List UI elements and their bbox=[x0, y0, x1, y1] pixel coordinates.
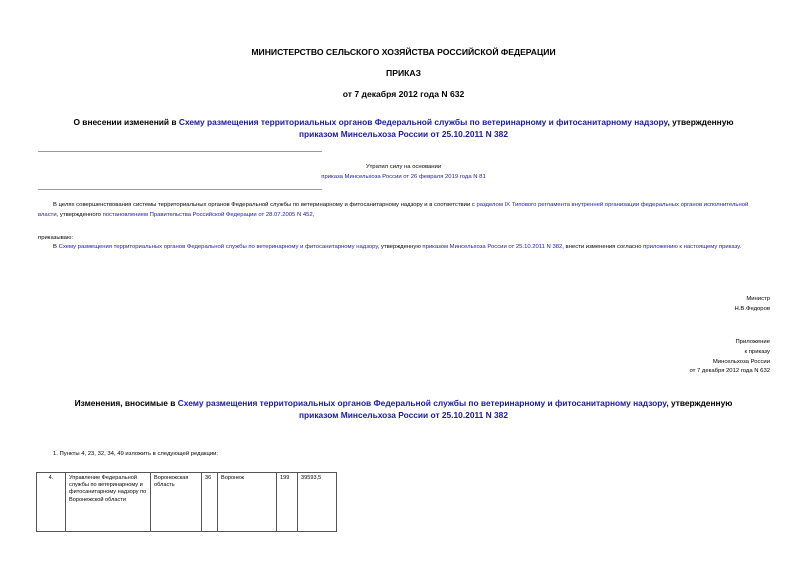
order-paragraph bbox=[38, 243, 770, 253]
changes-table bbox=[36, 472, 337, 532]
cell-staff: 199 bbox=[277, 473, 298, 532]
doc-type-heading: ПРИКАЗ bbox=[386, 68, 421, 78]
ministry-heading: МИНИСТЕРСТВО СЕЛЬСКОГО ХОЗЯЙСТВА РОССИЙСКОЙ ФЕДЕРАЦИИ bbox=[251, 47, 556, 57]
title-middle: , утвержденную bbox=[667, 117, 734, 127]
cell-fund: 39593,5 bbox=[298, 473, 337, 532]
appendix-block bbox=[500, 338, 770, 377]
title-order-link[interactable]: приказом Минсельхоза России от 25.10.2011 N 382 bbox=[299, 128, 508, 139]
preamble-text: В целях совершенствования системы территориальных органов Федеральной службы по ветеринарному и фитосанитарному надзору и в соответствии с bbox=[53, 202, 477, 208]
preamble-text-2: , утвержденного bbox=[56, 211, 103, 218]
appendix-line: от 7 декабря 2012 года N 632 bbox=[689, 368, 770, 375]
signature-block bbox=[500, 295, 770, 315]
preamble-regulation-link[interactable]: разделом IX Типового регламента внутренней организации федеральных органов исполнительной власти bbox=[38, 202, 749, 218]
status-repeal-link[interactable]: приказа Минсельхоза России от 26 февраля 2019 года N 81 bbox=[321, 174, 486, 180]
item-1-text: 1. Пункты 4, 23, 32, 34, 49 изложить в следующей редакции: bbox=[53, 451, 219, 457]
cell-code: 36 bbox=[202, 473, 218, 532]
changes-title-middle: , утвержденную bbox=[666, 398, 733, 408]
changes-order-link[interactable]: приказом Минсельхоза России от 25.10.2011 N 382 bbox=[299, 409, 508, 420]
changes-title-prefix: Изменения, вносимые в bbox=[74, 398, 178, 408]
title-prefix: О внесении изменений в bbox=[73, 117, 179, 127]
order-appendix-link[interactable]: приложению к настоящему приказу bbox=[643, 244, 740, 250]
cell-city: Воронеж bbox=[218, 473, 277, 532]
order-label: приказываю: bbox=[38, 235, 74, 241]
preamble-text-3: , bbox=[312, 211, 315, 218]
cell-org: Управление Федеральной службы по ветеринарному и фитосанитарному надзору по Воронежской области bbox=[66, 473, 151, 532]
preamble-paragraph bbox=[38, 201, 770, 221]
title-scheme-link[interactable]: Схему размещения территориальных органов Федеральной службы по ветеринарному и фитосанитарному надзору bbox=[178, 117, 668, 127]
changes-title bbox=[30, 398, 777, 421]
order-text-4: . bbox=[739, 244, 742, 250]
cell-num: 4. bbox=[37, 473, 66, 532]
signature-position: Министр bbox=[746, 296, 770, 302]
appendix-line: к приказу bbox=[744, 348, 770, 355]
document-title bbox=[30, 117, 777, 140]
preamble-resolution-link[interactable]: постановлением Правительства Российской Федерации от 28.07.2005 N 452 bbox=[102, 211, 313, 218]
changes-scheme-link[interactable]: Схему размещения территориальных органов Федеральной службы по ветеринарному и фитосанитарному надзору bbox=[177, 398, 667, 408]
status-line: Утратил силу на основании bbox=[365, 164, 442, 170]
order-text-3: , внести изменения согласно bbox=[562, 244, 644, 250]
order-base-link[interactable]: приказом Минсельхоза России от 25.10.2011 N 382 bbox=[422, 244, 563, 250]
order-text: В bbox=[53, 244, 59, 250]
status-rule-top bbox=[38, 151, 322, 152]
table-row bbox=[37, 473, 337, 532]
doc-date: от 7 декабря 2012 года N 632 bbox=[342, 89, 465, 99]
signature-name: Н.В.Федоров bbox=[734, 305, 770, 312]
status-rule-bottom bbox=[38, 189, 322, 190]
cell-region: Воронежская область bbox=[151, 473, 202, 532]
order-text-2: , утвержденную bbox=[377, 244, 423, 250]
appendix-line: Минсельхоза России bbox=[712, 358, 770, 365]
appendix-line: Приложение bbox=[735, 339, 770, 345]
order-scheme-link[interactable]: Схему размещения территориальных органов Федеральной службы по ветеринарному и фитосанитарному надзору bbox=[58, 244, 378, 250]
